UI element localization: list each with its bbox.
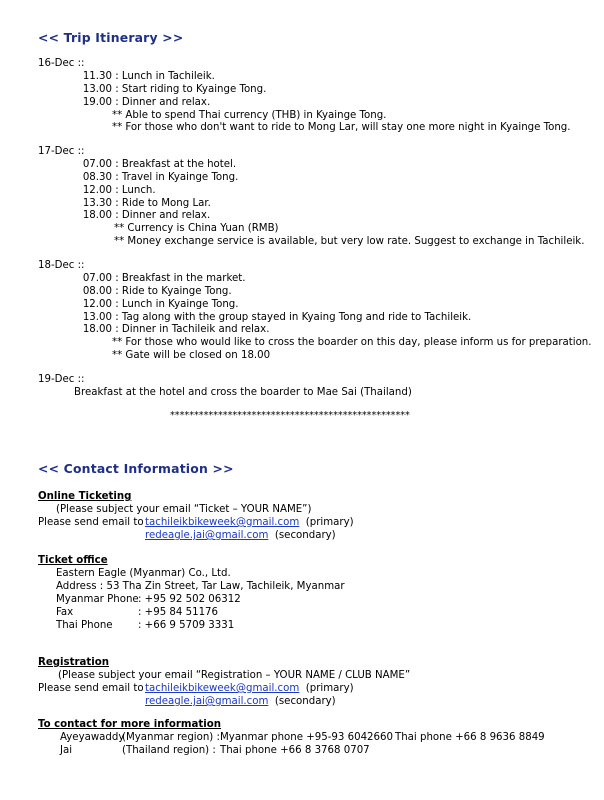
- day-17-dec: [38, 146, 585, 249]
- day-19-dec: [38, 374, 578, 400]
- itinerary-note: ** For those who don't want to ride to Mong Lar, will stay one more night in Kyainge Tong.: [112, 122, 571, 134]
- itinerary-note: ** For those who would like to cross the boarder on this day, please inform us for preparation.: [112, 337, 592, 349]
- contact-heading: << Contact Information >>: [38, 461, 234, 476]
- online-ticketing-subject: (Please subject your email “Ticket – YOUR NAME”): [56, 504, 312, 515]
- itinerary-note: ** Able to spend Thai currency (THB) in Kyainge Tong.: [112, 109, 387, 121]
- more-info-title: To contact for more information: [38, 719, 222, 730]
- day-date: 19-Dec ::: [38, 374, 85, 385]
- day-date: 17-Dec ::: [38, 146, 85, 157]
- contact-person-row: Ayeyawaddy(Myanmar region) :Myanmar phone +95-93 6042660 Thai phone +66 8 9636 8849: [60, 732, 545, 743]
- online-email-secondary-row: redeagle.jai@gmail.com (secondary): [145, 530, 336, 541]
- itinerary-item: 18.00 : Dinner in Tachileik and relax.: [82, 324, 270, 336]
- email-link[interactable]: redeagle.jai@gmail.com: [145, 530, 269, 541]
- day-date: 16-Dec ::: [38, 58, 85, 69]
- itinerary-item: 13.00 : Tag along with the group stayed in Kyaing Tong and ride to Tachileik.: [82, 311, 472, 323]
- office-address: Address : 53 Tha Zin Street, Tar Law, Tachileik, Myanmar: [56, 581, 345, 592]
- office-row-myanmar-phone: Myanmar Phone: +95 92 502 06312: [56, 594, 241, 605]
- itinerary-note: ** Currency is China Yuan (RMB): [114, 223, 279, 235]
- online-ticketing-title: Online Ticketing: [38, 491, 132, 502]
- office-row-thai-phone: Thai Phone : +66 9 5709 3331: [56, 620, 235, 631]
- email-link[interactable]: tachileikbikeweek@gmail.com: [145, 683, 300, 694]
- section-divider: **************************************************: [170, 410, 410, 421]
- itinerary-item: 13.30 : Ride to Mong Lar.: [82, 197, 211, 209]
- itinerary-final-text: Breakfast at the hotel and cross the boarder to Mae Sai (Thailand): [74, 386, 412, 398]
- office-row-fax: Fax : +95 84 51176: [56, 607, 219, 618]
- itinerary-note: ** Money exchange service is available, but very low rate. Suggest to exchange in Tachileik.: [114, 236, 585, 248]
- registration-email-secondary-row: redeagle.jai@gmail.com (secondary): [145, 696, 336, 707]
- registration-email-primary-row: tachileikbikeweek@gmail.com (primary): [145, 683, 354, 694]
- online-send-label: Please send email to: [38, 517, 144, 528]
- online-email-primary-row: tachileikbikeweek@gmail.com (primary): [145, 517, 354, 528]
- itinerary-item: 07.00 : Breakfast in the market.: [82, 272, 246, 284]
- ticket-office-title: Ticket office: [38, 555, 108, 566]
- office-company: Eastern Eagle (Myanmar) Co., Ltd.: [56, 568, 231, 579]
- itinerary-item: 08.30 : Travel in Kyainge Tong.: [82, 171, 239, 183]
- registration-send-label: Please send email to: [38, 683, 144, 694]
- itinerary-item: 13.00 : Start riding to Kyainge Tong.: [82, 83, 267, 95]
- itinerary-heading: << Trip Itinerary >>: [38, 30, 184, 45]
- itinerary-item: 12.00 : Lunch in Kyainge Tong.: [82, 298, 239, 310]
- itinerary-item: 12.00 : Lunch.: [82, 184, 156, 196]
- itinerary-item: 19.00 : Dinner and relax.: [82, 96, 211, 108]
- day-16-dec: [38, 58, 578, 135]
- day-date: 18-Dec ::: [38, 260, 85, 271]
- itinerary-item: 18.00 : Dinner and relax.: [82, 210, 211, 222]
- itinerary-item: 08.00 : Ride to Kyainge Tong.: [82, 285, 232, 297]
- day-18-dec: [38, 260, 592, 363]
- contact-person-row: Jai (Thailand region) : Thai phone +66 8 3768 0707: [60, 745, 370, 756]
- email-link[interactable]: redeagle.jai@gmail.com: [145, 696, 269, 707]
- itinerary-item: 11.30 : Lunch in Tachileik.: [82, 70, 215, 82]
- itinerary-item: 07.00 : Breakfast at the hotel.: [82, 158, 237, 170]
- itinerary-note: ** Gate will be closed on 18.00: [112, 350, 271, 362]
- registration-title: Registration: [38, 657, 109, 668]
- email-link[interactable]: tachileikbikeweek@gmail.com: [145, 517, 300, 528]
- registration-subject: (Please subject your email “Registration – YOUR NAME / CLUB NAME”: [58, 670, 411, 681]
